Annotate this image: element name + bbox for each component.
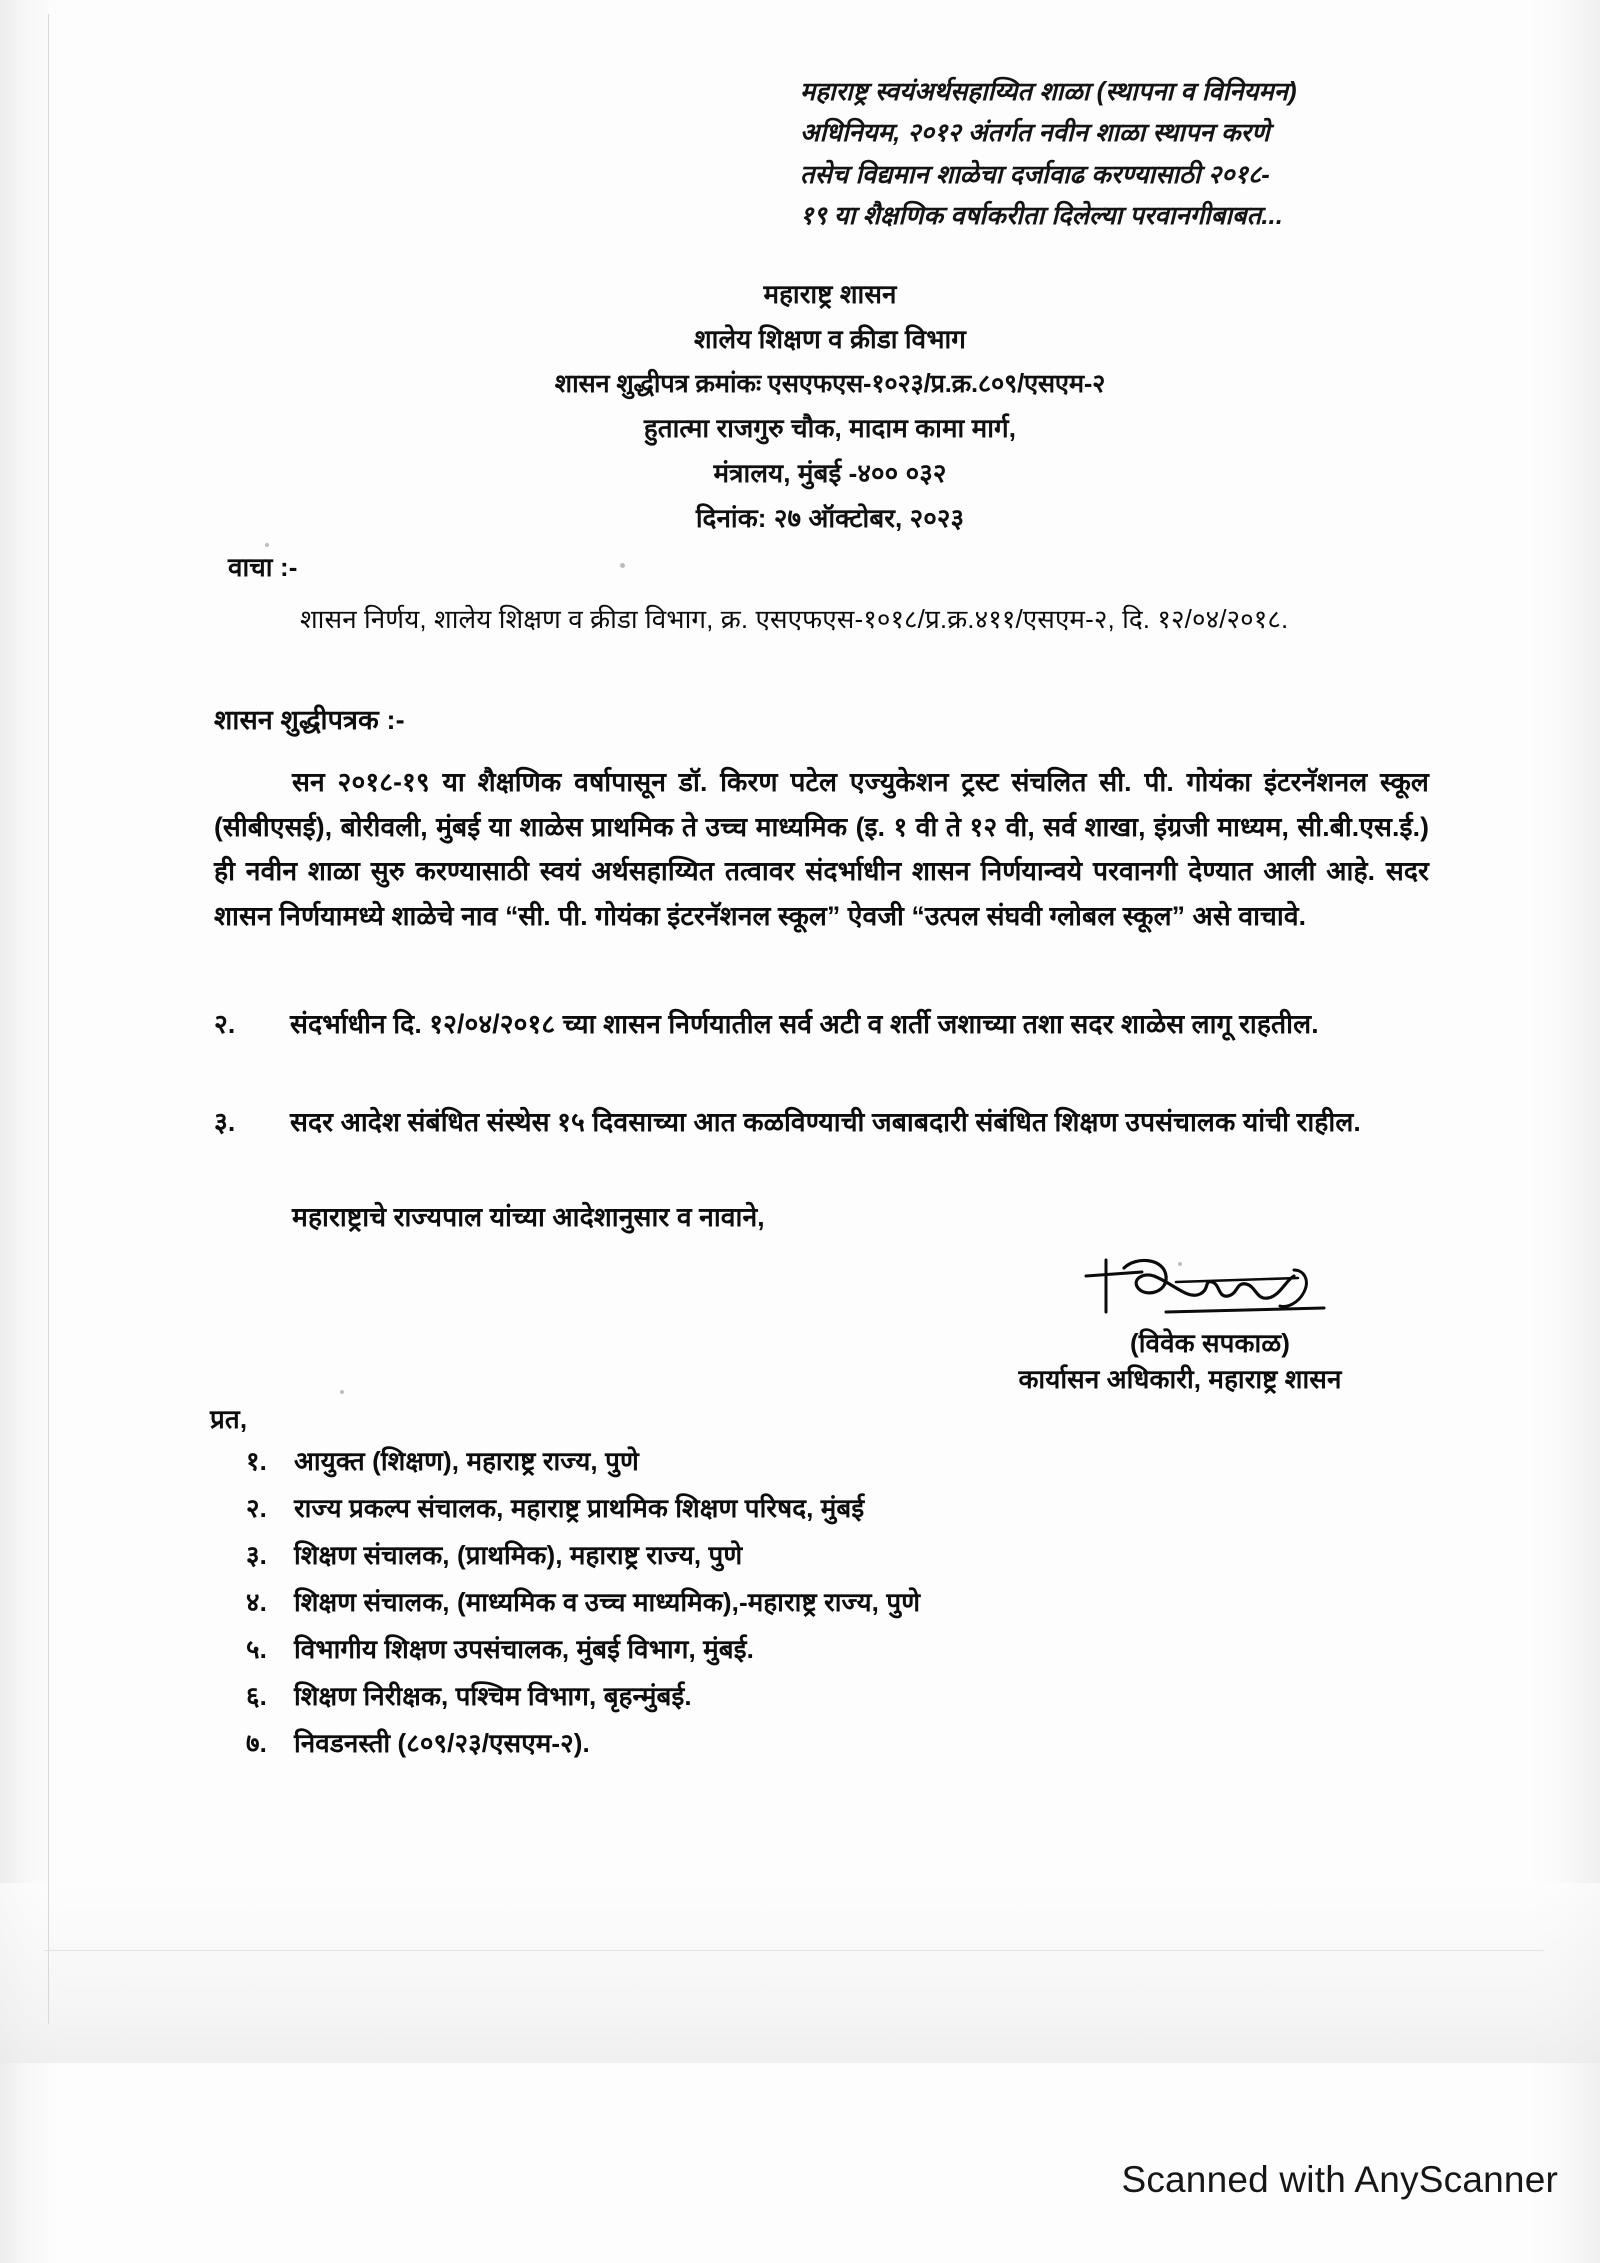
document-date: दिनांक: २७ ऑक्टोबर, २०२३ [695,502,965,533]
old-school-name: “सी. पी. गोयंका इंटरनॅशनल स्कूल” [505,900,841,931]
address-line-1: हुतात्मा राजगुरु चौक, मादाम कामा मार्ग, [643,413,1017,444]
reference-section-label: वाचा :- [228,552,298,582]
list-item-marker: २. [246,1493,267,1523]
new-school-name: “उत्पल संघवी ग्लोबल स्कूल” [911,900,1186,931]
signatory-name: (विवेक सपकाळ) [1130,1328,1290,1358]
list-item-text: शिक्षण संचालक, (प्राथमिक), महाराष्ट्र राज्य, पुणे [294,1540,743,1570]
signature-block [1000,1250,1420,1360]
subject-line-2: अधिनियम, २०१२ अंतर्गत नवीन शाळा स्थापन करणे [800,119,1270,148]
body-paragraph-1 [214,760,1429,939]
list-item-marker: १. [246,1446,267,1476]
subject-block [800,72,1500,237]
list-item-marker: ५. [246,1634,267,1664]
handwritten-signature-icon [1080,1250,1340,1328]
body-clause-3 [214,1100,1429,1145]
list-item-text: शिक्षण संचालक, (माध्यमिक व उच्च माध्यमिक),-महाराष्ट्र राज्य, पुणे [294,1587,921,1617]
list-item-marker: ४. [246,1587,267,1617]
list-item-text: राज्य प्रकल्प संचालक, महाराष्ट्र प्राथमिक शिक्षण परिषद, मुंबई [294,1493,865,1523]
list-item [246,1495,1406,1542]
list-item-marker: ७. [246,1728,267,1758]
distribution-label: प्रत, [210,1404,248,1434]
list-item-marker: ६. [246,1681,267,1711]
list-item-marker: ३. [246,1540,267,1570]
list-item-text: शिक्षण निरीक्षक, पश्चिम विभाग, बृहन्मुंबई. [294,1681,692,1711]
reference-section-text: शासन निर्णय, शालेय शिक्षण व क्रीडा विभाग, क्र. एसएफएस-१०१८/प्र.क्र.४११/एसएम-२, दि. १२/०४/२०१८. [300,604,1289,634]
scanner-watermark: Scanned with AnyScanner [1121,2159,1558,2200]
clause-2-text: संदर्भाधीन दि. १२/०४/२०१८ च्या शासन निर्णयातील सर्व अटी व शर्ती जशाच्या तशा सदर शाळेस लागू राहतील. [290,1009,1319,1039]
subject-line-3: तसेच विद्यमान शाळेचा दर्जावाढ करण्यासाठी २०१८- [800,160,1270,189]
list-item [246,1448,1406,1495]
department-name: शालेय शिक्षण व क्रीडा विभाग [693,323,967,354]
distribution-list [246,1448,1406,1777]
corrigendum-heading: शासन शुद्धीपत्रक :- [214,705,405,735]
government-header [240,272,1420,541]
government-name: महाराष्ट्र शासन [763,279,897,309]
paragraph-1-end: असे वाचावे. [1185,900,1307,931]
by-order-line [214,1198,1429,1234]
list-item-text: विभागीय शिक्षण उपसंचालक, मुंबई विभाग, मुंबई. [294,1634,754,1664]
clause-3-number: ३. [214,1107,236,1137]
signatory-designation: कार्यासन अधिकारी, महाराष्ट्र शासन [1018,1364,1342,1394]
list-item [246,1542,1406,1589]
body-clause-2 [214,1002,1429,1047]
paragraph-1-mid: ऐवजी [840,900,912,931]
list-item-text: आयुक्त (शिक्षण), महाराष्ट्र राज्य, पुणे [294,1446,639,1476]
list-item [246,1730,1406,1777]
clause-2-number: २. [214,1009,236,1039]
list-item [246,1636,1406,1683]
paragraph-1-text: सन २०१८-१९ या शैक्षणिक वर्षापासून डॉ. किरण पटेल एज्युकेशन ट्रस्ट संचलित सी. पी. गोयंका इंटरनॅशनल स्कूल (सीबीएसई), बोरीवली, मुंबई या शाळेस प्राथमिक ते उच्च माध्यमिक (इ. १ वी ते १२ वी, सर्व शाखा, इंग्रजी माध्यम, सी.बी.एस.ई.) ही नवीन शाळा सुरु करण्यासाठी स्वयं अर्थसहाय्यित तत्वावर संदर्भाधीन शासन निर्णयान्वये परवानगी देण्यात आली आहे. सदर शासन निर्णयामध्ये शाळेचे नाव [214,767,1429,931]
reference-section-body [228,598,1418,641]
list-item-text: निवडनस्ती (८०९/२३/एसएम-२). [294,1728,590,1758]
list-item [246,1589,1406,1636]
subject-line-4: १९ या शैक्षणिक वर्षाकरीता दिलेल्या परवानगीबाबत... [800,201,1283,230]
clause-3-text: सदर आदेश संबंधित संस्थेस १५ दिवसाच्या आत कळविण्याची जबाबदारी संबंधित शिक्षण उपसंचालक यांची राहील. [290,1107,1361,1137]
subject-line-1: महाराष्ट्र स्वयंअर्थसहाय्यित शाळा (स्थापना व विनियमन) [800,78,1297,106]
by-order-text: महाराष्ट्राचे राज्यपाल यांच्या आदेशानुसार व नावाने, [292,1202,765,1232]
list-item [246,1683,1406,1730]
circular-reference-number: शासन शुद्धीपत्र क्रमांकः एसएफएस-१०२३/प्र.क्र.८०९/एसएम-२ [554,369,1106,398]
address-line-2: मंत्रालय, मुंबई -४०० ०३२ [713,458,947,489]
